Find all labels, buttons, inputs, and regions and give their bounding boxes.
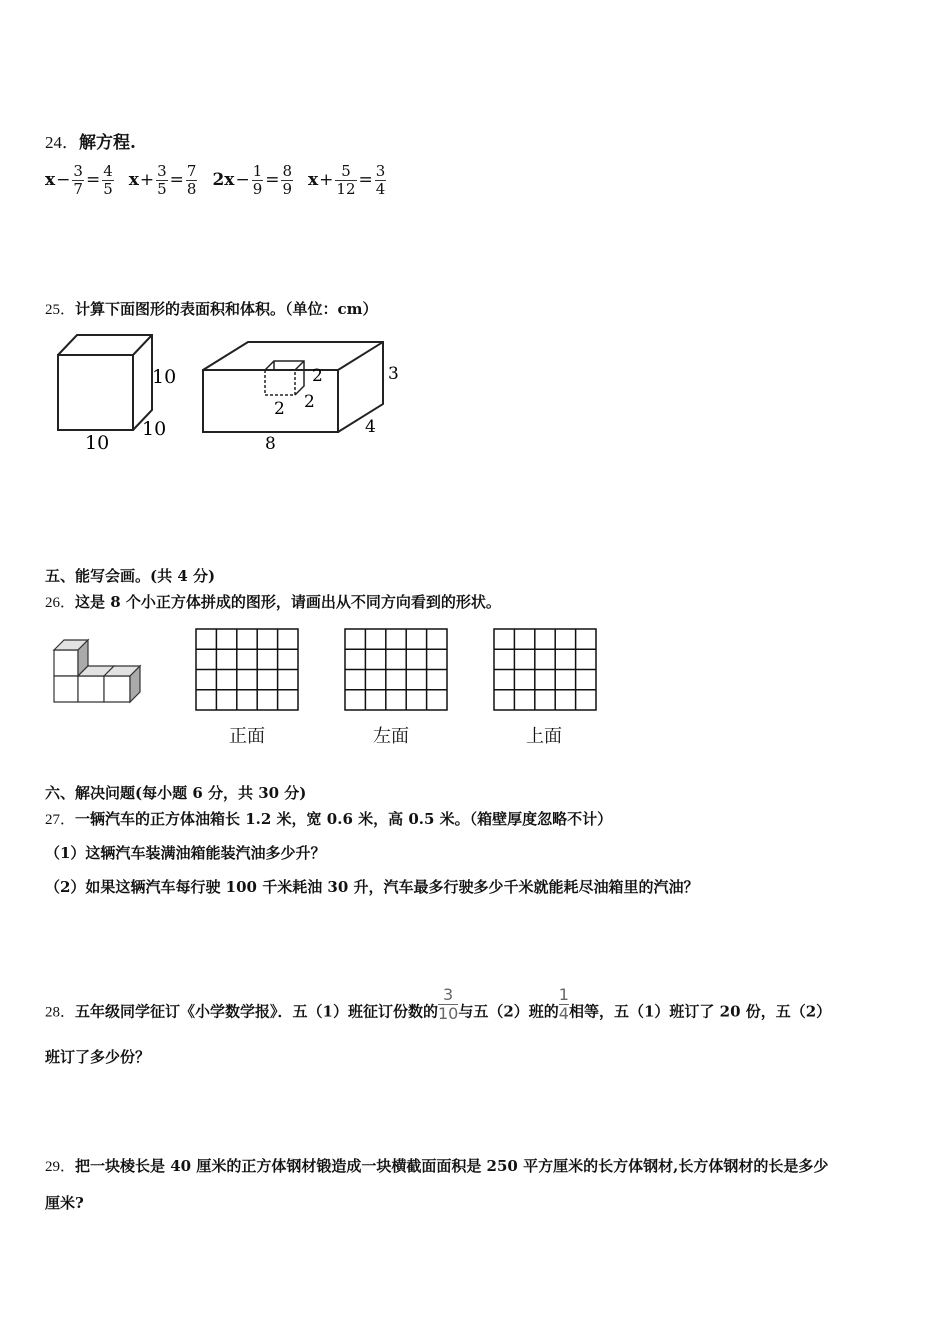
q28-fraction-1: $\frac{3}{10}$ — [437, 985, 459, 1023]
eq2-op: + — [139, 170, 155, 190]
cube-stack-figure — [50, 632, 150, 707]
q28-line1 — [45, 985, 832, 1031]
front-view-label: 正面 — [229, 726, 265, 747]
front-view-grid — [196, 629, 298, 710]
box-height-label: 3 — [388, 364, 399, 384]
eq3-lhs: 2x — [212, 170, 235, 190]
top-view-grid — [494, 629, 596, 710]
eq1-equals: = — [85, 170, 101, 190]
eq2-equals: = — [169, 170, 184, 190]
box-cutout — [265, 361, 304, 395]
section6-title: 六、解决问题(每小题 6 分，共 30 分) — [45, 784, 307, 802]
eq3-op: − — [235, 170, 250, 190]
equation-3 — [212, 163, 294, 198]
cut-depth-label: 2 — [304, 392, 315, 412]
q26-text: 这是 8 个小正方体拼成的图形，请画出从不同方向看到的形状。 — [75, 593, 501, 611]
q28-part3: 相等，五（1）班订了 20 份，五（2） — [568, 1002, 832, 1021]
q25-text: 计算下面图形的表面积和体积。（单位：cm） — [75, 300, 378, 318]
q27-sub2: （2）如果这辆汽车每行驶 100 千米耗油 30 升，汽车最多行驶多少千米就能耗尽油箱里的汽油？ — [45, 878, 699, 896]
q28-part1: 五年级同学征订《小学数学报》．五（1）班征订份数的 — [75, 1002, 438, 1021]
eq4-lhs: x — [308, 170, 319, 190]
q24-equations — [45, 156, 401, 204]
q28-fraction-2: $\frac{1}{4}$ — [558, 985, 569, 1023]
eq4-op: + — [319, 170, 334, 190]
q26-heading — [45, 591, 501, 612]
equation-4 — [308, 163, 387, 198]
eq3-fraction-left: $\frac{1}{9}$ — [252, 161, 263, 198]
box-depth-label: 4 — [365, 417, 376, 437]
left-view-grid — [345, 629, 447, 710]
q24-heading — [45, 128, 136, 153]
box-figure — [203, 342, 383, 432]
equation-1 — [45, 163, 115, 198]
q29-line2: 厘米? — [45, 1194, 84, 1212]
eq1-fraction-right: $\frac{4}{5}$ — [103, 161, 113, 198]
q24-number: 24． — [45, 133, 79, 152]
cube-width-label: 10 — [85, 432, 110, 454]
q29-line1 — [45, 1155, 828, 1176]
q29-number: 29． — [45, 1159, 76, 1175]
eq4-fraction-right: $\frac{3}{4}$ — [375, 161, 386, 198]
eq2-fraction-right: $\frac{7}{8}$ — [186, 161, 197, 198]
view-grids — [195, 628, 605, 713]
eq1-fraction-left: $\frac{3}{7}$ — [73, 161, 83, 198]
q25-number: 25． — [45, 302, 76, 318]
q27-heading — [45, 808, 612, 829]
q24-title: 解方程. — [79, 133, 136, 153]
left-view-label: 左面 — [373, 726, 409, 747]
eq1-lhs: x — [45, 170, 56, 190]
eq2-lhs: x — [128, 170, 139, 190]
equation-2 — [129, 163, 199, 198]
cube-depth-label: 10 — [142, 418, 167, 440]
cube-figure — [58, 335, 152, 430]
eq4-fraction-left: $\frac{5}{12}$ — [336, 161, 356, 198]
q28-number: 28． — [45, 1004, 76, 1021]
eq3-equals: = — [265, 170, 280, 190]
cube-height-label: 10 — [152, 366, 177, 388]
q26-number: 26． — [45, 595, 76, 611]
eq4-equals: = — [358, 170, 373, 190]
q29-text: 把一块棱长是 40 厘米的正方体钢材锻造成一块横截面面积是 250 平方厘米的长方体钢材,长方体钢材的长是多少 — [75, 1157, 829, 1175]
q27-sub1: （1）这辆汽车装满油箱能装汽油多少升？ — [45, 844, 326, 862]
section5-title: 五、能写会画。(共 4 分) — [45, 567, 216, 585]
cut-height-label: 2 — [312, 366, 323, 386]
q25-figures — [40, 325, 420, 460]
q28-part2: 与五（2）班的 — [458, 1002, 559, 1021]
q25-heading — [45, 298, 378, 319]
top-view-label: 上面 — [526, 726, 562, 747]
q27-number: 27． — [45, 812, 76, 828]
cut-width-label: 2 — [274, 399, 285, 419]
eq2-fraction-left: $\frac{3}{5}$ — [157, 161, 167, 198]
eq3-fraction-right: $\frac{8}{9}$ — [282, 161, 293, 198]
q27-text: 一辆汽车的正方体油箱长 1.2 米，宽 0.6 米，高 0.5 米。（箱壁厚度忽略不计） — [75, 810, 613, 828]
box-length-label: 8 — [265, 434, 276, 454]
q28-line2: 班订了多少份？ — [45, 1048, 151, 1066]
eq1-op: − — [56, 170, 71, 190]
